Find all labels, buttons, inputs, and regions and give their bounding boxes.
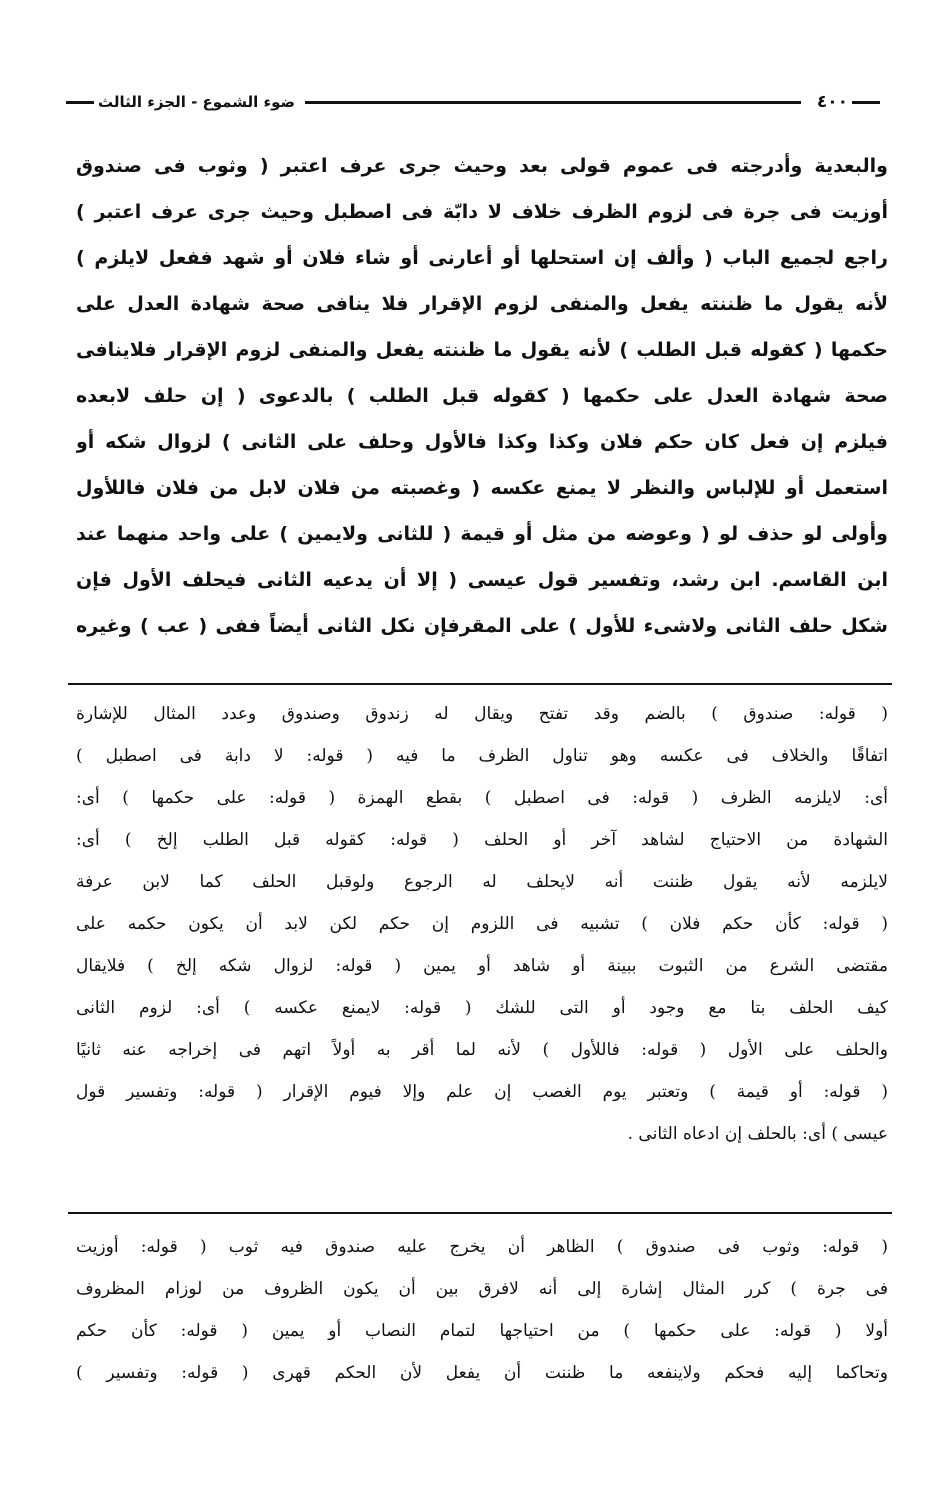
header-dash bbox=[852, 101, 880, 104]
footnote-line: والحلف على الأول ( قوله: فاللأول ) لأنه لما أقر به أولاً اتهم فى إخراجه عنه ثانيًا bbox=[76, 1040, 888, 1060]
footnote-line: وتحاكما إليه فحكم ولاينفعه ما ظننت أن يفعل لأن الحكم قهرى ( قوله: وتفسير ) bbox=[76, 1363, 888, 1383]
header-dash bbox=[66, 101, 94, 104]
footnote-line: لايلزمه لأنه يقول ظننت أنه لايحلف له الرجوع ولوقبل الحلف كما لابن عرفة bbox=[76, 872, 888, 892]
main-text-line: حكمها ( كقوله قبل الطلب ) لأنه يقول ما ظننته يفعل والمنفى لزوم الإقرار فلاينافى bbox=[76, 339, 888, 361]
footnote-line: كيف الحلف بتا مع وجود أو التى للشك ( قوله: لايمنع عكسه ) أى: لزوم الثانى bbox=[76, 998, 888, 1018]
running-header bbox=[62, 88, 884, 116]
footnote-line: ( قوله: وثوب فى صندوق ) الظاهر أن يخرج عليه صندوق فيه ثوب ( قوله: أوزيت bbox=[76, 1237, 888, 1257]
main-text-line: استعمل أو للإلباس والنظر لا يمنع عكسه ( وغصبته من فلان لابل من فلان فاللأول bbox=[76, 477, 888, 499]
footnote-line: عيسى ) أى: بالحلف إن ادعاه الثانى . bbox=[627, 1124, 888, 1144]
footnote-line: ( قوله: صندوق ) بالضم وقد تفتح ويقال له زندوق وصندوق وعدد المثال للإشارة bbox=[76, 704, 888, 724]
footnote-line: أى: لايلزمه الظرف ( قوله: فى اصطبل ) بقطع الهمزة ( قوله: على حكمها ) أى: bbox=[76, 788, 888, 808]
footnotes-secondary bbox=[76, 1226, 888, 1394]
main-text-line: والبعدية وأدرجته فى عموم قولى بعد وحيث جرى عرف اعتبر ( وثوب فى صندوق bbox=[76, 155, 888, 177]
footnote-line: أولا ( قوله: على حكمها ) من احتياجها لتمام النصاب أو يمين ( قوله: كأن حكم bbox=[76, 1321, 888, 1341]
footnote-line: ( قوله: كأن حكم فلان ) تشبيه فى اللزوم إن حكم لكن لابد أن يكون حكمه على bbox=[76, 914, 888, 934]
header-rule bbox=[305, 101, 801, 104]
footnote-divider bbox=[68, 1212, 892, 1214]
main-text-line: أوزيت فى جرة فى لزوم الظرف خلاف لا دابّة فى اصطبل وحيث جرى عرف اعتبر ) bbox=[76, 201, 888, 223]
footnote-line: الشهادة من الاحتياج لشاهد آخر أو الحلف ( قوله: كقوله قبل الطلب إلخ ) أى: bbox=[76, 830, 888, 850]
page-number: ٤٠٠ bbox=[816, 92, 848, 112]
main-text-line: شكل حلف الثانى ولاشىء للأول ) على المقرفإن نكل الثانى أيضاً ففى ( عب ) وغيره bbox=[76, 615, 888, 637]
footnote-divider bbox=[68, 683, 892, 685]
footnote-line: اتفاقًا والخلاف فى عكسه وهو تناول الظرف ما فيه ( قوله: لا دابة فى اصطبل ) bbox=[76, 746, 888, 766]
main-text-line: لأنه يقول ما ظننته يفعل والمنفى لزوم الإقرار فلا ينافى صحة شهادة العدل على bbox=[76, 293, 888, 315]
main-text-line: راجع لجميع الباب ( وألف إن استحلها أو أعارنى أو شاء فلان أو شهد ففعل لايلزم ) bbox=[76, 247, 888, 269]
footnote-line: ( قوله: أو قيمة ) وتعتبر يوم الغصب إن علم وإلا فيوم الإقرار ( قوله: وتفسير قول bbox=[76, 1082, 888, 1102]
main-text bbox=[76, 143, 888, 649]
main-text-line: فيلزم إن فعل كان حكم فلان وكذا وكذا فالأول وحلف على الثانى ) لزوال شكه أو bbox=[76, 431, 888, 453]
main-text-line: ابن القاسم. ابن رشد، وتفسير قول عيسى ( إلا أن يدعيه الثانى فيحلف الأول فإن bbox=[76, 569, 888, 591]
footnote-line: فى جرة ) كرر المثال إشارة إلى أنه لافرق بين أن يكون الظروف من لوزام المظروف bbox=[76, 1279, 888, 1299]
main-text-line: وأولى لو حذف لو ( وعوضه من مثل أو قيمة ( للثانى ولايمين ) على واحد منهما عند bbox=[76, 523, 888, 545]
footnote-line: مقتضى الشرع من الثبوت ببينة أو شاهد أو يمين ( قوله: لزوال شكه إلخ ) فلايقال bbox=[76, 956, 888, 976]
header-title: ضوء الشموع - الجزء الثالث bbox=[98, 93, 296, 111]
footnotes-primary bbox=[76, 693, 888, 1155]
main-text-line: صحة شهادة العدل على حكمها ( كقوله قبل الطلب ) بالدعوى ( إن حلف لابعده bbox=[76, 385, 888, 407]
